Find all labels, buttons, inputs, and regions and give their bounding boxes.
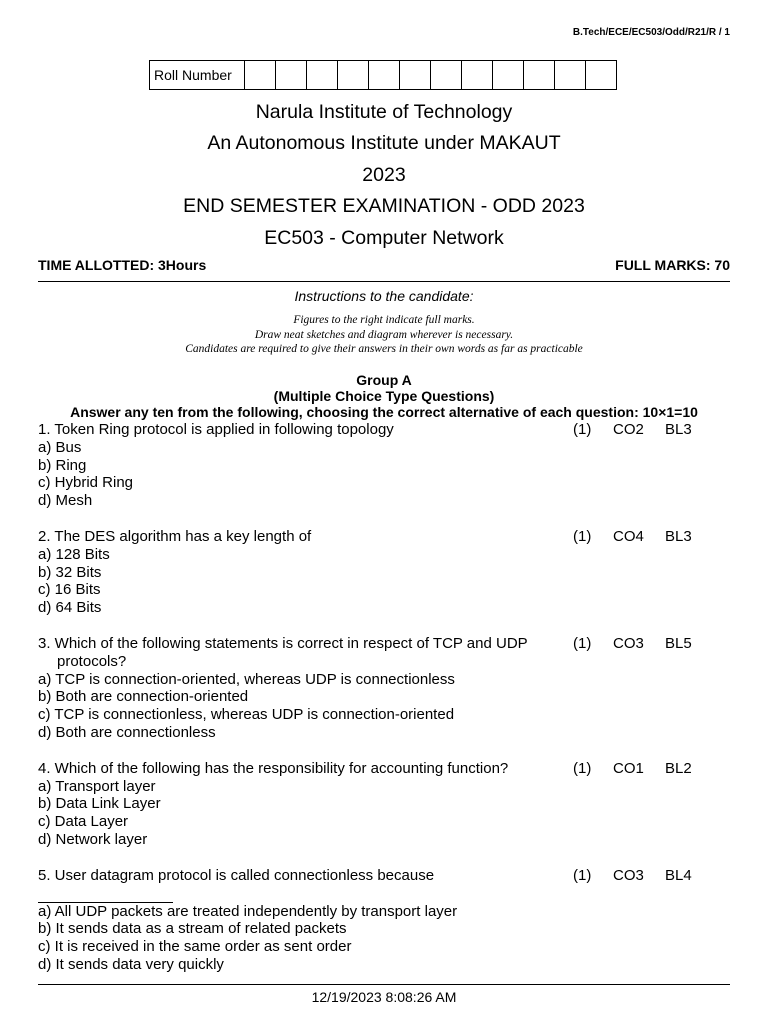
question-item: [38, 421, 730, 510]
question-option: c) Hybrid Ring: [38, 474, 134, 492]
roll-number-box: [586, 61, 617, 90]
question-co: CO3: [613, 634, 644, 652]
question-meta: [573, 421, 733, 439]
question-option: c) Data Layer: [38, 813, 129, 831]
roll-number-box: [338, 61, 369, 90]
question-item: [38, 867, 730, 974]
roll-number-box: [431, 61, 462, 90]
question-marks: (1): [573, 421, 592, 438]
roll-number-box: [307, 61, 338, 90]
question-bl: BL2: [665, 759, 692, 777]
roll-number-box: [524, 61, 555, 90]
question-item: [38, 528, 730, 617]
question-co: CO3: [613, 866, 644, 884]
question-option: d) Both are connectionless: [38, 723, 216, 741]
question-option: b) 32 Bits: [38, 563, 102, 581]
page-code: B.Tech/ECE/EC503/Odd/R21/R / 1: [572, 27, 730, 38]
question-option: a) Bus: [38, 438, 82, 456]
questions-list: [38, 421, 730, 992]
roll-number-box: [369, 61, 400, 90]
question-option: a) 128 Bits: [38, 545, 110, 563]
question-co: CO2: [613, 421, 644, 438]
question-text: 4. Which of the following has the responsibility for accounting function?: [38, 759, 509, 777]
divider-bottom: [38, 984, 730, 985]
question-marks: (1): [573, 759, 592, 777]
roll-number-box: [462, 61, 493, 90]
question-option: c) It is received in the same order as sent order: [38, 938, 352, 956]
answer-blank-line: [38, 885, 173, 903]
question-option: a) Transport layer: [38, 777, 156, 795]
roll-number-box: [555, 61, 586, 90]
question-bl: BL5: [665, 634, 692, 652]
question-item: [38, 760, 730, 849]
question-bl: BL4: [665, 866, 692, 884]
question-bl: BL3: [665, 527, 692, 545]
question-marks: (1): [573, 527, 592, 545]
group-header: [0, 372, 768, 420]
group-name: Group A: [356, 372, 412, 388]
roll-number-box: [400, 61, 431, 90]
instructions-title: Instructions to the candidate:: [294, 288, 474, 304]
time-allotted: TIME ALLOTTED: 3Hours: [38, 257, 207, 273]
question-item: [38, 635, 730, 742]
question-option: b) It sends data as a stream of related packets: [38, 920, 347, 938]
question-text: 2. The DES algorithm has a key length of: [38, 527, 312, 545]
group-instruction: Answer any ten from the following, choosing the correct alternative of each question: 10×1=10: [70, 404, 698, 420]
question-option: d) 64 Bits: [38, 599, 102, 617]
instructions-list: [0, 313, 768, 357]
full-marks: FULL MARKS: 70: [615, 257, 730, 273]
roll-number-box: [245, 61, 276, 90]
question-meta: [573, 528, 733, 546]
question-meta: [573, 635, 733, 653]
question-option: c) TCP is connectionless, whereas UDP is connection-oriented: [38, 706, 455, 724]
question-meta: [573, 867, 733, 885]
course-title: EC503 - Computer Network: [264, 227, 504, 249]
roll-number-box: [493, 61, 524, 90]
question-option: d) Network layer: [38, 830, 148, 848]
question-text: 5. User datagram protocol is called connectionless because: [38, 866, 435, 884]
instruction-line: Draw neat sketches and diagram wherever is necessary.: [254, 328, 514, 341]
group-type: (Multiple Choice Type Questions): [273, 388, 495, 404]
question-text: 3. Which of the following statements is correct in respect of TCP and UDP protocols?: [38, 634, 528, 670]
roll-number-label: Roll Number: [150, 61, 245, 90]
question-bl: BL3: [665, 421, 692, 438]
question-option: d) It sends data very quickly: [38, 955, 224, 973]
question-text: 1. Token Ring protocol is applied in following topology: [38, 421, 394, 438]
question-option: a) TCP is connection-oriented, whereas UDP is connectionless: [38, 670, 455, 688]
exam-title: END SEMESTER EXAMINATION - ODD 2023: [183, 195, 585, 217]
divider-top: [38, 281, 730, 282]
instruction-line: Figures to the right indicate full marks.: [293, 314, 475, 326]
institute-subtitle: An Autonomous Institute under MAKAUT: [207, 132, 561, 154]
exam-year: 2023: [362, 164, 406, 186]
question-option: b) Data Link Layer: [38, 795, 161, 813]
exam-meta-row: [38, 257, 730, 275]
question-option: d) Mesh: [38, 492, 93, 510]
question-meta: [573, 760, 733, 778]
print-timestamp: 12/19/2023 8:08:26 AM: [311, 989, 457, 1005]
roll-number-table: [149, 60, 617, 90]
question-marks: (1): [573, 634, 592, 652]
question-marks: (1): [573, 866, 592, 884]
roll-number-box: [276, 61, 307, 90]
question-option: a) All UDP packets are treated independently by transport layer: [38, 902, 458, 920]
question-co: CO4: [613, 527, 644, 545]
question-option: c) 16 Bits: [38, 581, 101, 599]
institute-name: Narula Institute of Technology: [255, 101, 513, 123]
question-option: b) Both are connection-oriented: [38, 688, 249, 706]
question-co: CO1: [613, 759, 644, 777]
instruction-line: Candidates are required to give their answers in their own words as far as practicable: [185, 343, 583, 355]
question-option: b) Ring: [38, 456, 87, 474]
